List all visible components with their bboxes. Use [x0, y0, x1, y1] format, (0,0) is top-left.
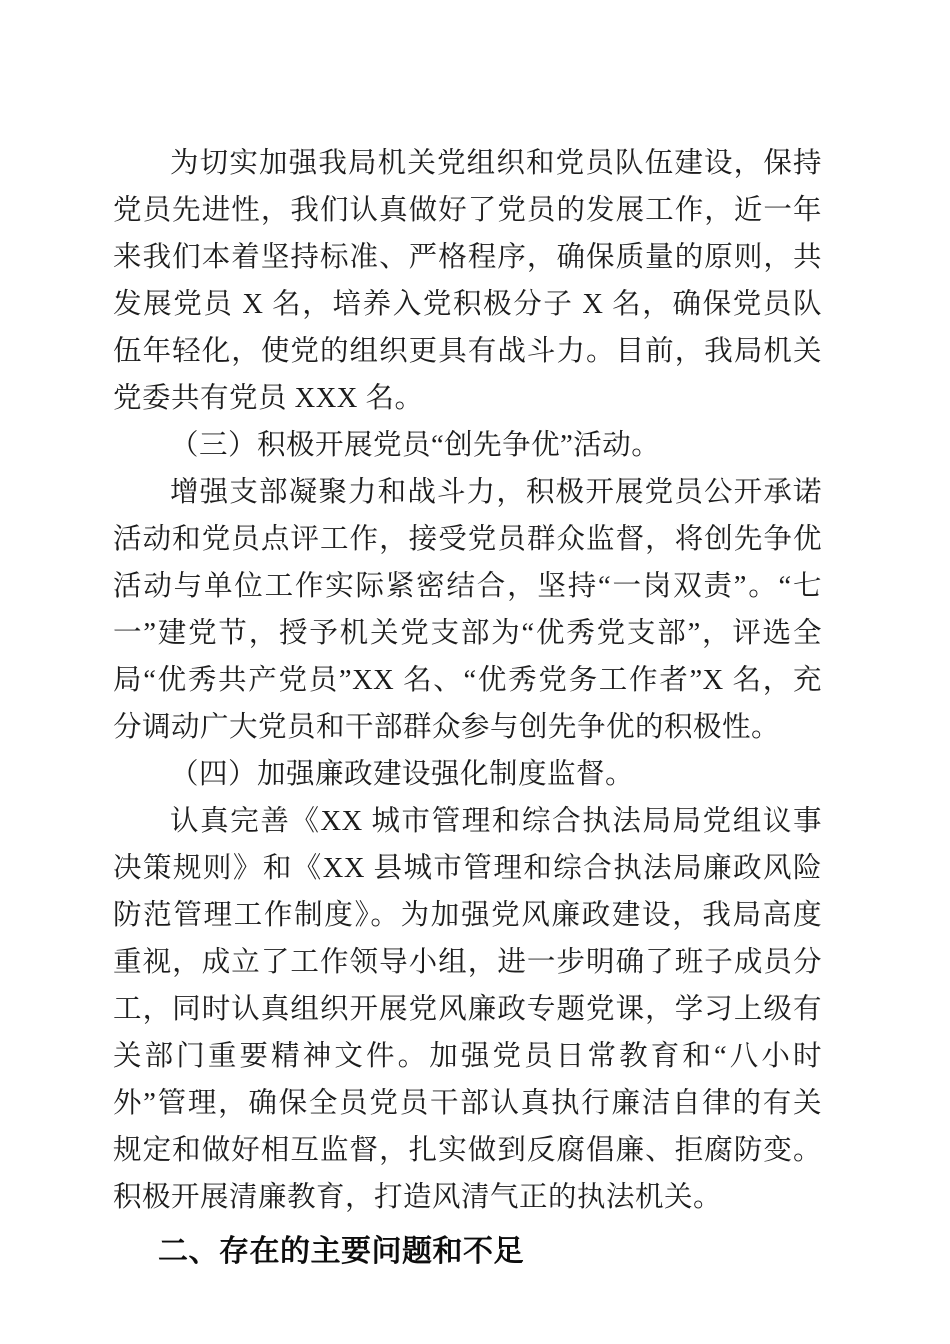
- document-body: [113, 140, 822, 1283]
- section-heading-two: 二、存在的主要问题和不足: [158, 1235, 524, 1268]
- sub-heading-item-three: （三）积极开展党员“创先争优”活动。: [170, 430, 661, 461]
- paragraph-item-four-content: 认真完善《XX 城市管理和综合执法局局党组议事决策规则》和《XX 县城市管理和综合执法局廉政风险防范管理工作制度》。为加强党风廉政建设，我局高度重视，成立了工作领导小组，进一步明确了班子成员分工，同时认真组织开展党风廉政专题党课，学习上级有关部门重要精神文件。加强党员日常教育和“八小时外”管理，确保全员党员干部认真执行廉洁自律的有关规定和做好相互监督，扎实做到反腐倡廉、拒腐防变。积极开展清廉教育，打造风清气正的执法机关。: [113, 806, 822, 1213]
- paragraph-item-three-content: 增强支部凝聚力和战斗力，积极开展党员公开承诺活动和党员点评工作，接受党员群众监督，将创先争优活动与单位工作实际紧密结合，坚持“一岗双责”。“七一”建党节，授予机关党支部为“优秀党支部”，评选全局“优秀共产党员”XX 名、“优秀党务工作者”X 名，充分调动广大党员和干部群众参与创先争优的积极性。: [113, 477, 822, 743]
- paragraph-membership-development: 为切实加强我局机关党组织和党员队伍建设，保持党员先进性，我们认真做好了党员的发展工作，近一年来我们本着坚持标准、严格程序，确保质量的原则，共发展党员 X 名，培养入党积极分子 X 名，确保党员队伍年轻化，使党的组织更具有战斗力。目前，我局机关党委共有党员 XXX 名。: [113, 148, 822, 414]
- sub-heading-item-four: （四）加强廉政建设强化制度监督。: [170, 759, 635, 790]
